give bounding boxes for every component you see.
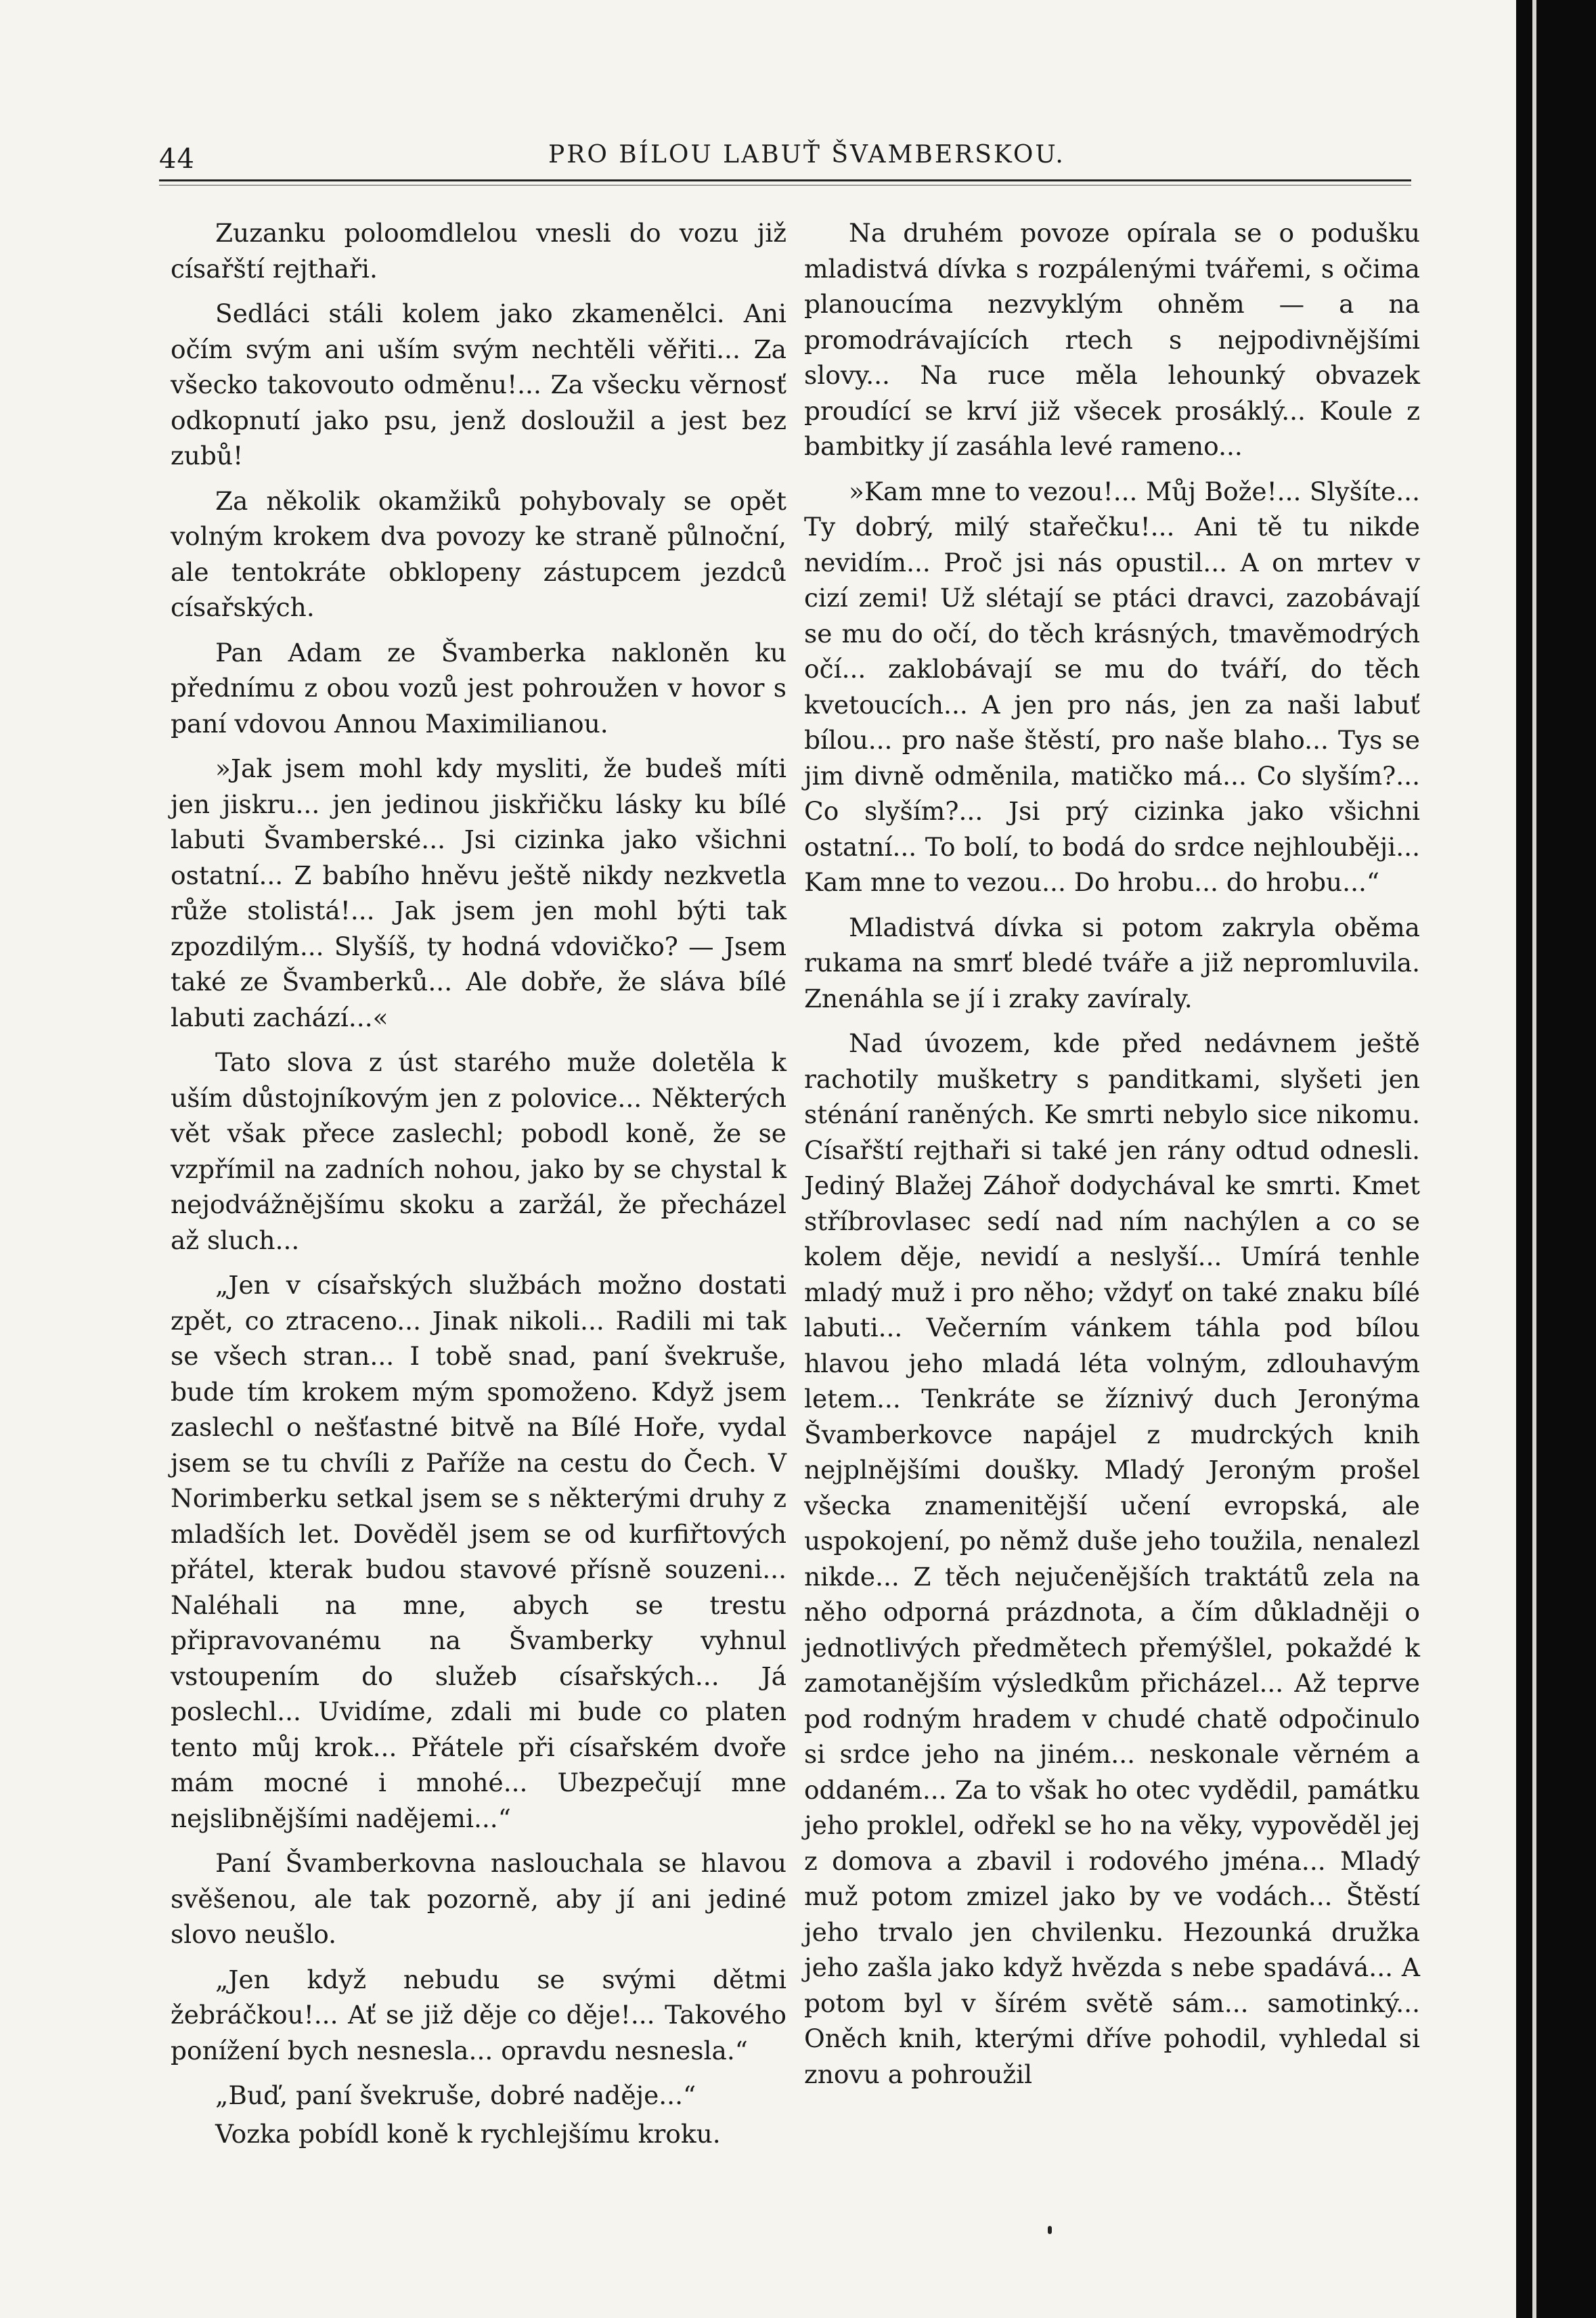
paragraph: Paní Švamberkovna naslouchala se hlavou svěšenou, ale tak pozorně, aby jí ani jediné slovo neušlo. bbox=[171, 1848, 786, 1949]
paragraph: Mladistvá dívka si potom zakryla oběma rukama na smrť bledé tváře a již nepromluvila. Znenáhla se jí i zraky zavíraly. bbox=[804, 912, 1420, 1013]
paragraph: „Jen v císařských službách možno dostati zpět, co ztraceno... Jinak nikoli... Radili mi tak se všech stran... I tobě snad, paní švekruše, bude tím krokem mým spomoženo. Když jsem zaslechl o nešťastné bitvě na Bílé Hoře, vydal jsem se tu chvíli z Paříže na cestu do Čech. V Norimberku setkal jsem se s některými druhy z mladších let. Dověděl jsem se od kurfiřtových přátel, kterak budou stavové přísně souzeni... Naléhali na mne, abych se trestu připravovanému na Švamberky vyhnul vstoupením do služeb císařských... Já poslechl... Uvidíme, zdali mi bude co platen tento můj krok... Přátele při císařském dvoře mám mocné i mnohé... Ubezpečují mne nejslibnějšími nadějemi...“ bbox=[171, 1270, 786, 1833]
paragraph: Vozka pobídl koně k rychlejšímu kroku. bbox=[215, 2118, 721, 2149]
paragraph: Zuzanku poloomdlelou vnesli do vozu již císařští rejthaři. bbox=[171, 218, 786, 284]
page-edge-highlight bbox=[1532, 0, 1536, 2318]
left-column bbox=[171, 215, 786, 2161]
paragraph: Za několik okamžiků pohybovaly se opět volným krokem dva povozy ke straně půlnoční, ale tentokráte obklopeny zástupcem jezdců císařských. bbox=[171, 485, 786, 622]
running-head: PRO BÍLOU LABUŤ ŠVAMBERSKOU. bbox=[548, 141, 1065, 169]
paragraph: Nad úvozem, kde před nedávnem ještě rachotily mušketry s panditkami, slyšeti jen sténání raněných. Ke smrti nebylo sice nikomu. Císařští rejthaři si také jen rány odtud odnesli. Jediný Blažej Záhoř dodychával ke smrti. Kmet stříbrovlasec sedí nad ním nachýlen a co se kolem děje, nevidí a neslyší... Umírá tenhle mladý muž i pro něho; vždyť on také znaku bílé labuti... Večerním vánkem táhla pod bílou hlavou jeho mladá léta volným, zdlouhavým letem... Tenkráte se žíznivý duch Jeronýma Švamberkovce napájel z mudrckých knih nejplnějšími doušky. Mladý Jeroným prošel všecka znamenitější učení evropská, ale uspokojení, po němž duše jeho toužila, nenalezl nikde... Z těch nejučenějších traktátů zela na něho odporná prázdnota, a čím důkladněji o jednotlivých předmětech přemýšlel, pokaždé k zamotanějším výsledkům přicházel... Až teprve pod rodným hradem v chudé chatě odpočinulo si srdce jeho na jiném... neskonale věrném a oddaném... Za to však ho otec vydědil, památku jeho proklel, odřekl se ho na věky, vypověděl jej z domova a zbavil i rodového jména... Mladý muž potom zmizel jako by ve vodách... Štěstí jeho trvalo jen chvilenku. Hezounká družka jeho zašla jako když hvězda s nebe spadává... A potom byl v šírém světě sám... samotinký... Oněch knih, kterými dříve pohodil, vyhledal si znovu a pohroužil bbox=[804, 1028, 1420, 2089]
paragraph: „Jen když nebudu se svými dětmi žebráčkou!... Ať se již děje co děje!... Takového ponížení bych nesnesla... opravdu nesnesla.“ bbox=[171, 1964, 786, 2065]
page-edge-shadow bbox=[1516, 0, 1596, 2318]
paragraph: Pan Adam ze Švamberka nakloněn ku přednímu z obou vozů jest pohroužen v hovor s paní vdovou Annou Maximilianou. bbox=[171, 637, 786, 739]
paragraph: »Jak jsem mohl kdy mysliti, že budeš míti jen jiskru... jen jedinou jiskřičku lásky ku bílé labuti Švamberské... Jsi cizinka jako všichni ostatní... Z babího hněvu ještě nikdy nezkvetla růže stolistá!... Jak jsem jen mohl býti tak zpozdilým... Slyšíš, ty hodná vdovičko? — Jsem také ze Švamberků... Ale dobře, že sláva bílé labuti zachází...« bbox=[171, 753, 786, 1032]
paragraph: Tato slova z úst starého muže doletěla k uším důstojníkovým jen z polovice... Některých vět však přece zaslechl; pobodl koně, že se vzpřímil na zadních nohou, jako by se chystal k nejodvážnějšímu skoku a zaržál, že přecházel až sluch... bbox=[171, 1047, 786, 1255]
paragraph: »Kam mne to vezou!... Můj Bože!... Slyšíte... Ty dobrý, milý stařečku!... Ani tě tu nikde nevidím... Proč jsi nás opustil... A on mrtev v cizí zemi! Už slétají se ptáci dravci, zazobávají se mu do očí, do těch krásných, tmavěmodrých očí... zaklobávají se mu do tváří, do těch kvetoucích... A jen pro nás, jen za naši labuť bílou... pro naše štěstí, pro naše blaho... Tys se jim divně odměnila, matičko má... Co slyším?... Co slyším?... Jsi prý cizinka jako všichni ostatní... To bolí, to bodá do srdce nejhlouběji... Kam mne to vezou... Do hrobu... do hrobu...“ bbox=[804, 476, 1420, 897]
paragraph: Na druhém povoze opírala se o podušku mladistvá dívka s rozpálenými tvářemi, s očima planoucíma nezvyklým ohněm — a na promodrávajících rtech s nejpodivnějšími slovy... Na ruce měla lehounký obvazek proudící se krví již všecek prosáklý... Koule z bambitky jí zasáhla levé rameno... bbox=[804, 218, 1420, 461]
header-rule bbox=[159, 179, 1411, 181]
page-number: 44 bbox=[159, 144, 195, 175]
paragraph: Sedláci stáli kolem jako zkamenělci. Ani očím svým ani uším svým nechtěli věřiti... Za všecko takovouto odměnu!... Za všecku věrnosť odkopnutí jako psu, jenž dosloužil a jest bez zubů! bbox=[171, 299, 786, 471]
print-speck bbox=[1048, 2226, 1052, 2234]
paragraph: „Buď, paní švekruše, dobré naděje...“ bbox=[215, 2080, 696, 2110]
right-column bbox=[804, 215, 1420, 2101]
